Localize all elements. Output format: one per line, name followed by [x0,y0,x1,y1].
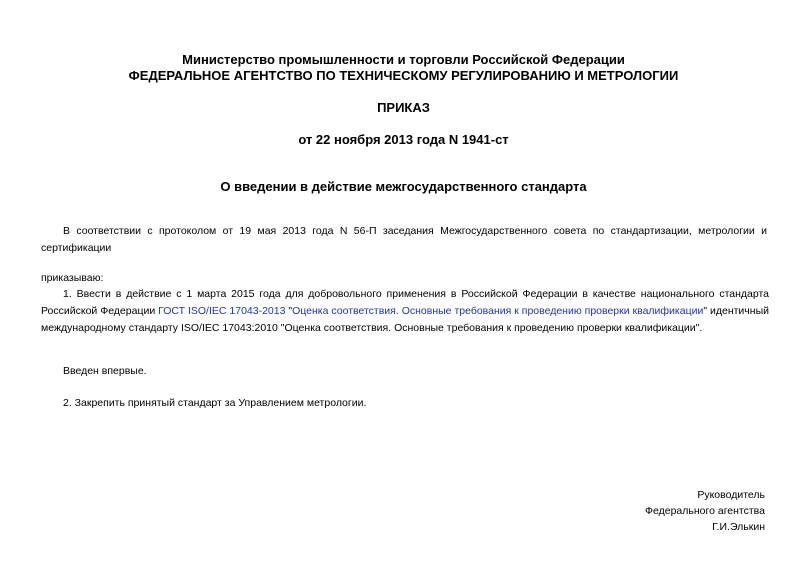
signature-position: Руководитель [697,489,765,501]
agency-title: ФЕДЕРАЛЬНОЕ АГЕНТСТВО ПО ТЕХНИЧЕСКОМУ РЕГУЛИРОВАНИЮ И МЕТРОЛОГИИ [128,68,679,83]
preamble-paragraph: В соответствии с протоколом от 19 мая 2013 года N 56-П заседания Межгосударственного совета по стандартизации, метрологии и сертификации [41,225,767,254]
order-word: приказываю: [41,272,104,284]
document-subject: О введении в действие межгосударственного стандарта [220,179,587,194]
document-type: ПРИКАЗ [377,100,430,115]
quote-open: " [285,305,293,317]
introduced-note: Введен впервые. [63,365,147,377]
quote-close: " [703,305,708,317]
standard-title-link[interactable]: Оценка соответствия. Основные требования к проведению проверки квалификации [292,305,704,317]
signature-organization: Федерального агентства [645,505,765,517]
item-1-text-before: 1. Ввести в действие с 1 марта 2015 года для добровольного применения в Российской Федерации в качестве национального стандарта Российской Федерации [41,288,769,317]
item-2-paragraph: 2. Закрепить принятый стандарт за Управлением метрологии. [63,397,367,409]
document-date-number: от 22 ноября 2013 года N 1941-ст [298,132,509,147]
item-1-paragraph [41,286,769,337]
ministry-title: Министерство промышленности и торговли Российской Федерации [182,52,625,67]
signature-name: Г.И.Элькин [712,521,765,533]
item-1-text-after: идентичный международному стандарту ISO/IEC 17043:2010 "Оценка соответствия. Основные требования к проведению проверки квалификации". [41,305,769,334]
standard-code-link[interactable]: ГОСТ ISO/IEC 17043-2013 [158,305,286,317]
